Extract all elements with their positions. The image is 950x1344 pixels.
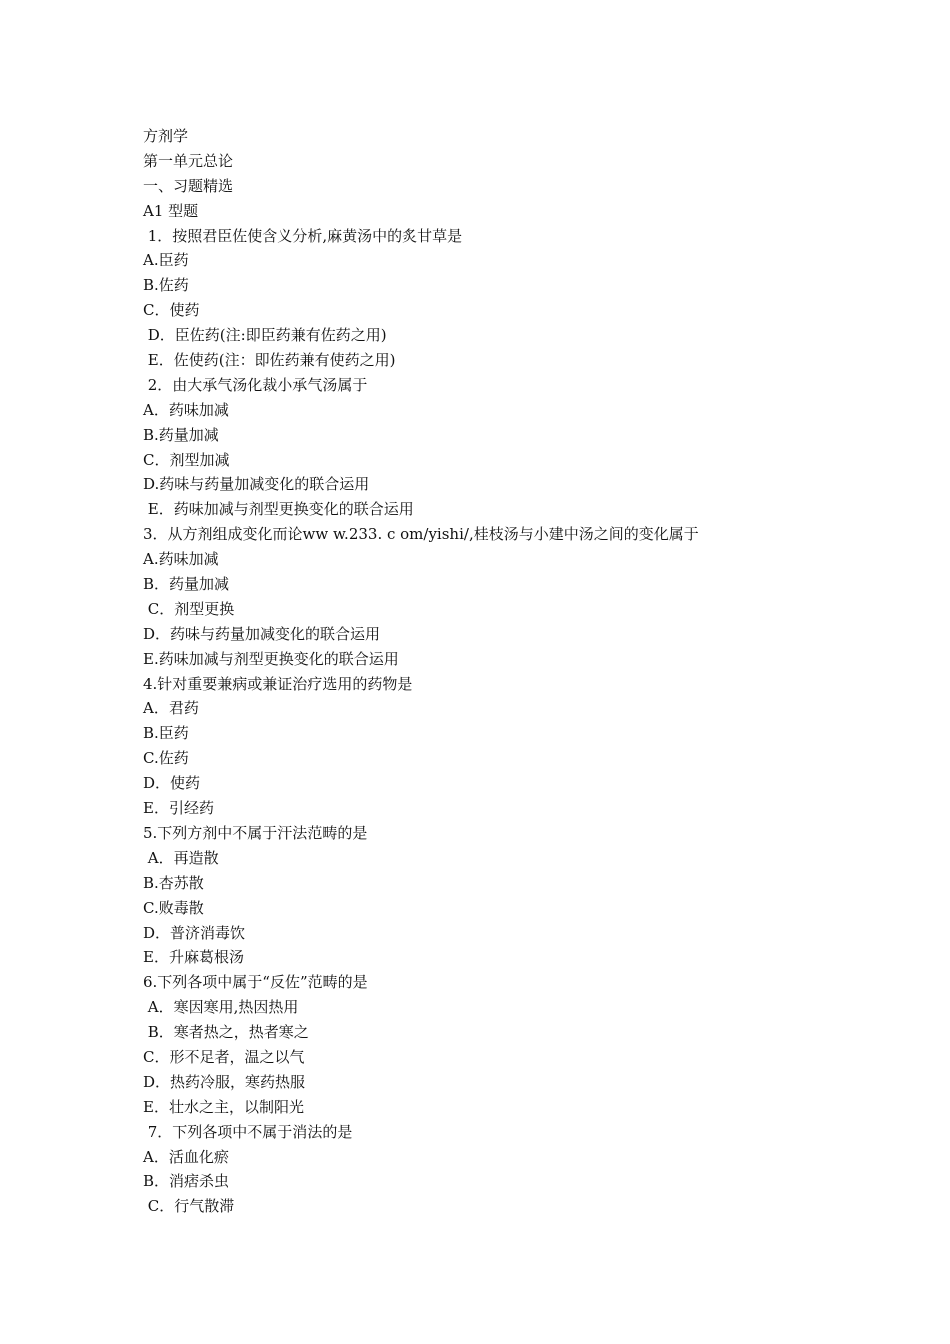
q6-option-c: C．形不足者，温之以气	[143, 1047, 305, 1066]
question-6: 6.下列各项中属于“反佐”范畴的是	[143, 973, 368, 992]
q5-option-d: D．普济消毒饮	[143, 923, 246, 942]
question-5: 5.下列方剂中不属于汗法范畴的是	[143, 823, 368, 842]
q3-option-b: B．药量加减	[143, 575, 230, 594]
question-3: 3．从方剂组成变化而论ww w.233. c om/yishi/,桂枝汤与小建中汤之间的变化属于	[143, 525, 699, 544]
q1-option-d: D．臣佐药(注:即臣药兼有佐药之用)	[143, 326, 387, 345]
q6-option-b: B．寒者热之，热者寒之	[143, 1023, 309, 1042]
q2-option-c: C．剂型加减	[143, 450, 230, 469]
question-1: 1．按照君臣佐使含义分析,麻黄汤中的炙甘草是	[143, 226, 463, 245]
q3-option-c: C．剂型更换	[143, 599, 235, 618]
question-2: 2．由大承气汤化裁小承气汤属于	[143, 375, 368, 394]
question-4: 4.针对重要兼病或兼证治疗选用的药物是	[143, 674, 413, 693]
unit-heading: 第一单元总论	[143, 151, 234, 170]
q3-option-a: A.药味加减	[143, 550, 219, 569]
q1-option-c: C．使药	[143, 301, 200, 320]
q6-option-e: E．壮水之主，以制阳光	[143, 1097, 304, 1116]
question-type-heading: A1 型题	[143, 201, 199, 220]
q2-option-d: D.药味与药量加减变化的联合运用	[143, 475, 370, 494]
question-7: 7．下列各项中不属于消法的是	[143, 1122, 353, 1141]
section-heading: 一、习题精选	[143, 176, 234, 195]
q7-option-c: C．行气散滞	[143, 1197, 235, 1216]
q4-option-e: E．引经药	[143, 799, 214, 818]
q5-option-a: A．再造散	[143, 848, 219, 867]
q4-option-a: A．君药	[143, 699, 199, 718]
q1-option-b: B.佐药	[143, 276, 189, 295]
q2-option-a: A．药味加减	[143, 400, 229, 419]
q5-option-c: C.败毒散	[143, 898, 204, 917]
q4-option-b: B.臣药	[143, 724, 189, 743]
q7-option-b: B．消痞杀虫	[143, 1172, 230, 1191]
q1-option-e: E．佐使药(注：即佐药兼有使药之用)	[143, 351, 396, 370]
q1-option-a: A.臣药	[143, 251, 189, 270]
q7-option-a: A．活血化瘀	[143, 1147, 229, 1166]
q6-option-a: A．寒因寒用,热因热用	[143, 998, 299, 1017]
q3-option-d: D．药味与药量加减变化的联合运用	[143, 624, 381, 643]
q5-option-b: B.杏苏散	[143, 873, 204, 892]
q4-option-c: C.佐药	[143, 749, 189, 768]
doc-title: 方剂学	[143, 127, 189, 145]
document-page	[143, 124, 863, 1219]
q2-option-b: B.药量加减	[143, 425, 219, 444]
q3-option-e: E.药味加减与剂型更换变化的联合运用	[143, 649, 399, 668]
q5-option-e: E．升麻葛根汤	[143, 948, 244, 967]
q6-option-d: D．热药冷服，寒药热服	[143, 1072, 306, 1091]
q4-option-d: D．使药	[143, 774, 201, 793]
q2-option-e: E．药味加减与剂型更换变化的联合运用	[143, 500, 414, 519]
